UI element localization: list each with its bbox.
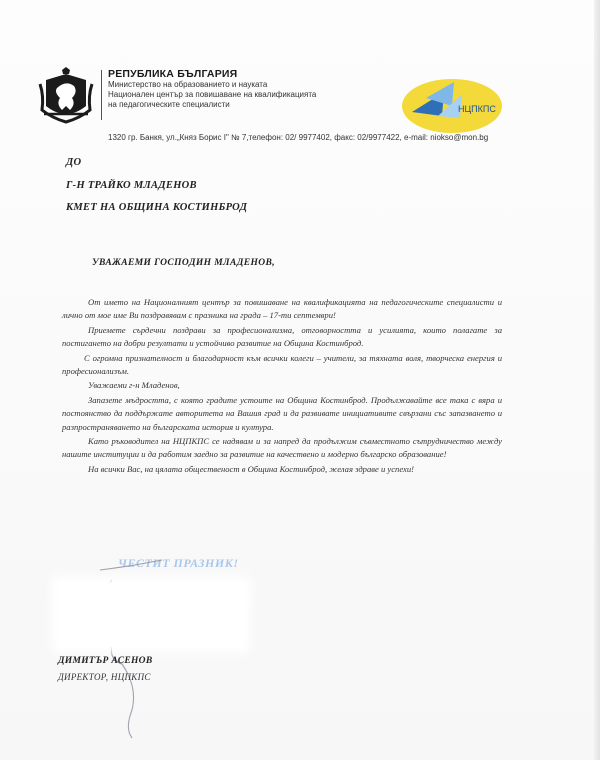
body-paragraph: На всички Вас, на цялата общественост в Община Костинброд, желая здраве и успехи! [88, 463, 415, 474]
letterhead-title: РЕПУБЛИКА БЪЛГАРИЯ [108, 68, 238, 80]
body-paragraph: Уважаеми г-н Младенов, [88, 380, 180, 391]
letter-body [62, 296, 502, 476]
letterhead-line: Национален център за повишаване на квалификацията [108, 90, 317, 99]
coat-of-arms-icon [36, 66, 96, 126]
letterhead-line: на педагогическите специалисти [108, 100, 230, 109]
recipient-to: ДО [66, 157, 82, 168]
page-edge-shadow [594, 0, 600, 760]
institution-logo [398, 72, 506, 136]
body-paragraph: Запазете мъдростта, с която градите устоите на Община Костинброд. Продължавайте все така с вяра и постоянство да поддържате авторитета на Вашия град и да развивате инициативите свързани със запазването и разпространяването на българската история и култура. [62, 394, 502, 432]
signatory-name: ДИМИТЪР АСЕНОВ [58, 656, 153, 666]
body-paragraph: От името на Националният център за повишаване на квалификацията на педагогическите специалисти и лично от мое име Ви поздравявам с празника на града – 17-ти септември! [62, 297, 502, 321]
closing-wish: ЧЕСТИТ ПРАЗНИК! [118, 556, 239, 570]
body-paragraph: Приемете сърдечни поздрави за професионализма, отговорността и усилията, които полагате за постигането на добри резултати и устойчиво развитие на Община Костинброд. [62, 324, 502, 349]
salutation: УВАЖАЕМИ ГОСПОДИН МЛАДЕНОВ, [92, 258, 276, 268]
letterhead [108, 68, 316, 110]
redacted-area [58, 583, 244, 647]
recipient-position: КМЕТ НА ОБЩИНА КОСТИНБРОД [66, 202, 248, 213]
header-divider [101, 70, 102, 120]
signatory-title: ДИРЕКТОР, НЦПКПС [58, 672, 151, 682]
recipient-name: Г-Н ТРАЙКО МЛАДЕНОВ [66, 180, 197, 191]
logo-text: НЦПКПС [458, 104, 496, 114]
body-paragraph: С огромна признателност и благодарност към всички колеги – учители, за тяхната воля, творческа енергия и професионализъм. [62, 352, 502, 377]
body-paragraph: Като ръководител на НЦПКПС се надявам и за напред да продължим съвместното сътрудничество между нашите институции и да работим заедно за развитие на качествено и модерно българско образование! [62, 436, 502, 460]
letterhead-line: Министерство на образованието и науката [108, 80, 268, 89]
letterhead-address: 1320 гр. Банкя, ул.„Княз Борис I" № 7,телефон: 02/ 9977402, факс: 02/9977422, e-mail: niokso@mon.bg [108, 133, 489, 142]
